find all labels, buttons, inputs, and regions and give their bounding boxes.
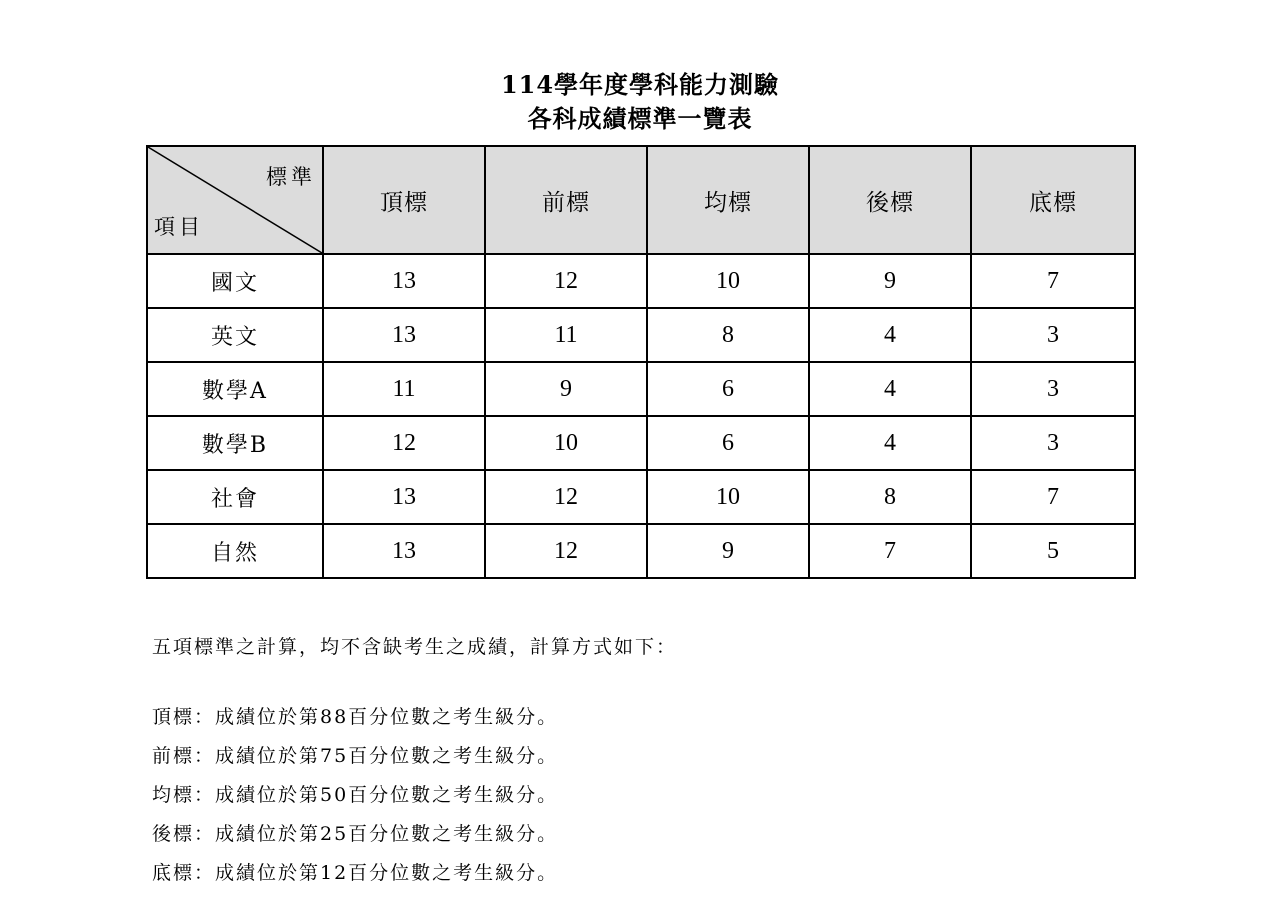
corner-label-standard: 標準 (266, 165, 316, 189)
subject-cell: 英文 (147, 308, 323, 362)
table-row (147, 470, 1135, 524)
score-cell: 3 (971, 308, 1135, 362)
subject-cell: 自然 (147, 524, 323, 578)
definition-line: 頂標：成績位於第88百分位數之考生級分。 (152, 706, 559, 728)
score-cell: 10 (485, 416, 647, 470)
score-cell: 9 (485, 362, 647, 416)
score-cell: 9 (647, 524, 809, 578)
table-row (147, 524, 1135, 578)
corner-label-item: 項目 (154, 215, 204, 239)
column-header: 底標 (971, 146, 1135, 254)
score-cell: 12 (485, 254, 647, 308)
subject-cell: 國文 (147, 254, 323, 308)
subject-cell: 數學B (147, 416, 323, 470)
definition-line: 底標：成績位於第12百分位數之考生級分。 (152, 862, 559, 884)
score-cell: 4 (809, 362, 971, 416)
score-cell: 6 (647, 362, 809, 416)
score-cell: 5 (971, 524, 1135, 578)
corner-header-cell (147, 146, 323, 254)
score-cell: 12 (323, 416, 485, 470)
score-cell: 7 (809, 524, 971, 578)
table-row (147, 308, 1135, 362)
score-cell: 4 (809, 416, 971, 470)
table-row (147, 416, 1135, 470)
score-cell: 10 (647, 470, 809, 524)
column-header: 前標 (485, 146, 647, 254)
score-cell: 7 (971, 254, 1135, 308)
definition-line: 後標：成績位於第25百分位數之考生級分。 (152, 823, 559, 845)
score-cell: 3 (971, 362, 1135, 416)
table-row (147, 362, 1135, 416)
definition-line: 前標：成績位於第75百分位數之考生級分。 (152, 745, 559, 767)
column-header: 後標 (809, 146, 971, 254)
column-header: 頂標 (323, 146, 485, 254)
document-subtitle: 各科成績標準一覽表 (527, 104, 753, 133)
score-cell: 13 (323, 308, 485, 362)
score-cell: 11 (485, 308, 647, 362)
notes-intro: 五項標準之計算，均不含缺考生之成績，計算方式如下： (152, 636, 678, 658)
calculation-notes (152, 630, 677, 893)
score-cell: 13 (323, 470, 485, 524)
column-header: 均標 (647, 146, 809, 254)
score-cell: 12 (485, 524, 647, 578)
score-cell: 4 (809, 308, 971, 362)
score-cell: 9 (809, 254, 971, 308)
score-cell: 10 (647, 254, 809, 308)
score-cell: 3 (971, 416, 1135, 470)
score-cell: 12 (485, 470, 647, 524)
definition-line: 均標：成績位於第50百分位數之考生級分。 (152, 784, 559, 806)
subject-cell: 數學A (147, 362, 323, 416)
score-cell: 8 (647, 308, 809, 362)
table-row (147, 254, 1135, 308)
score-cell: 8 (809, 470, 971, 524)
score-cell: 13 (323, 524, 485, 578)
document-title: 114學年度學科能力測驗 (500, 70, 780, 99)
subject-cell: 社會 (147, 470, 323, 524)
score-cell: 6 (647, 416, 809, 470)
table-header-row (147, 146, 1135, 254)
score-cell: 11 (323, 362, 485, 416)
grade-standards-table (146, 145, 1136, 579)
score-cell: 7 (971, 470, 1135, 524)
score-cell: 13 (323, 254, 485, 308)
